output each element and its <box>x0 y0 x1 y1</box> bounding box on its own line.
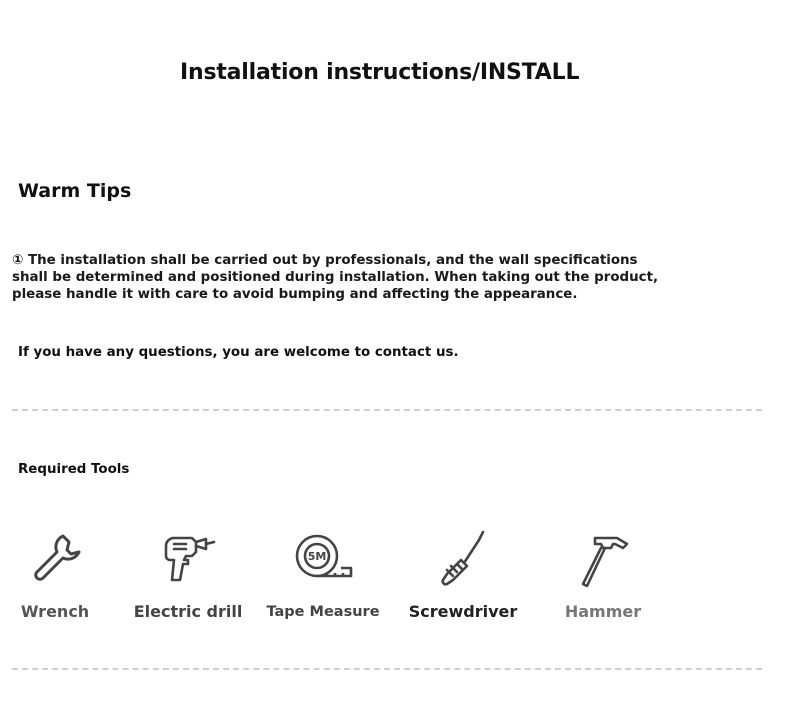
wrench-icon <box>25 528 85 588</box>
page-title: Installation instructions/INSTALL <box>180 60 580 85</box>
tool-wrench <box>0 528 125 621</box>
tool-hammer <box>533 528 673 621</box>
tape-measure-icon <box>291 528 355 588</box>
section-divider <box>12 409 762 411</box>
tool-tape-measure <box>253 528 393 620</box>
tool-label: Wrench <box>20 602 90 621</box>
tape-size-text: 5M <box>307 550 327 563</box>
tool-electric-drill <box>118 528 258 621</box>
tool-screwdriver <box>393 528 533 621</box>
tool-label: Tape Measure <box>266 604 380 620</box>
screwdriver-icon <box>433 528 493 588</box>
contact-note: If you have any questions, you are welcome to contact us. <box>18 345 459 360</box>
installation-tip: ① The installation shall be carried out by professionals, and the wall specifications shall be determined and positioned during installation. When taking out the product, please handle it with care to avoid bumping and affecting the appearance. <box>12 253 659 302</box>
hammer-icon <box>573 528 633 588</box>
tool-label: Screwdriver <box>408 602 518 621</box>
tool-label: Electric drill <box>133 602 243 621</box>
required-tools-heading: Required Tools <box>18 462 130 477</box>
section-divider <box>12 668 762 670</box>
tool-label: Hammer <box>564 602 642 621</box>
warm-tips-heading: Warm Tips <box>18 180 132 202</box>
electric-drill-icon <box>158 528 218 588</box>
